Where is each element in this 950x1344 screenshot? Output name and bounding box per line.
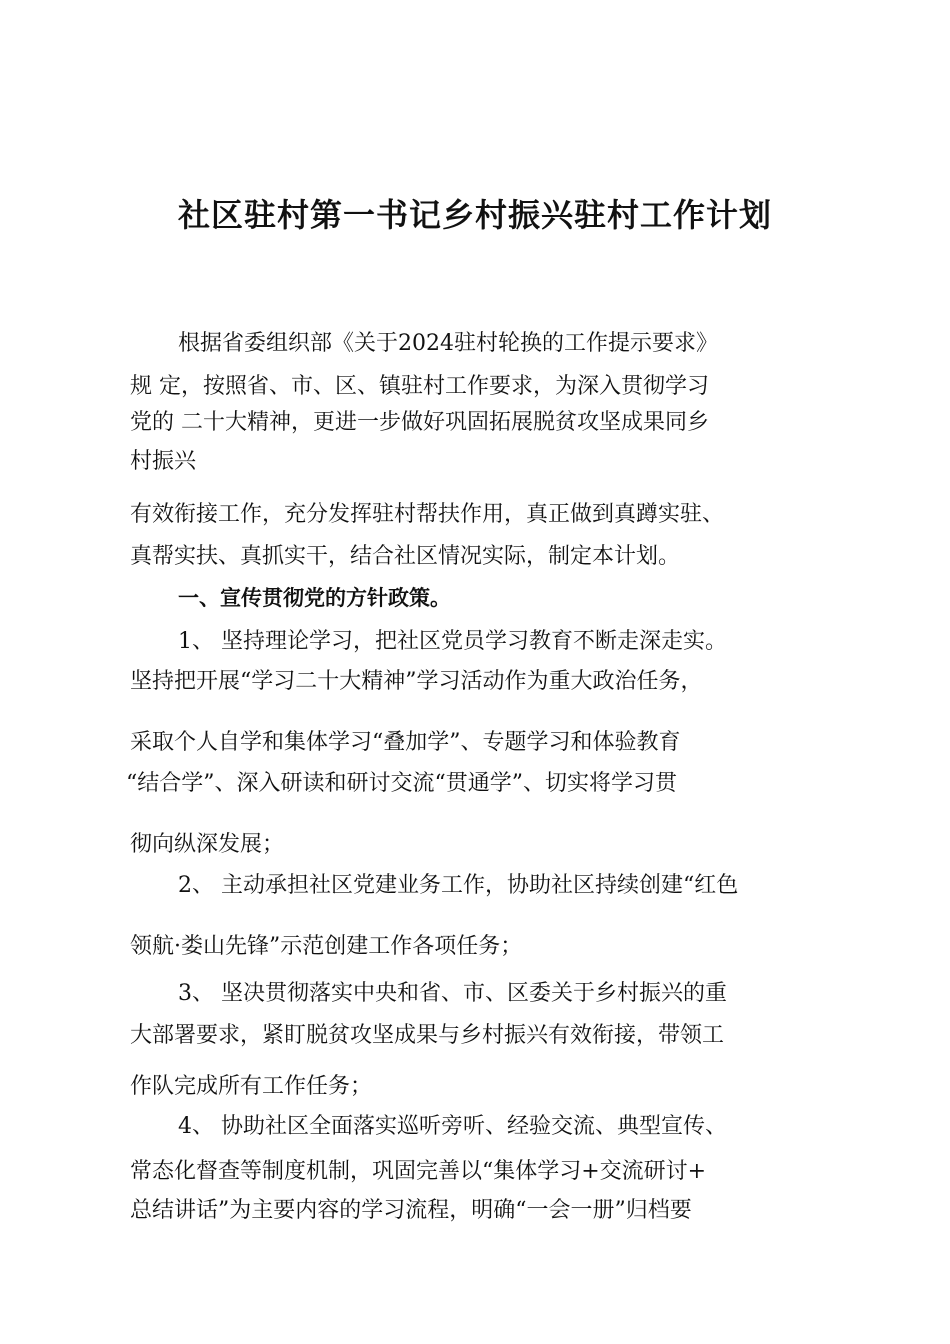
paragraph-line: 3、 坚决贯彻落实中央和省、市、区委关于乡村振兴的重: [178, 981, 727, 1006]
paragraph-line: 1、 坚持理论学习，把社区党员学习教育不断走深走实。: [178, 629, 727, 654]
paragraph-line: 2、 主动承担社区党建业务工作，协助社区持续创建“红色: [178, 873, 739, 898]
paragraph-line: 常态化督查等制度机制，巩固完善以“集体学习+交流研讨+: [130, 1159, 707, 1184]
document-title: 社区驻村第一书记乡村振兴驻村工作计划: [177, 196, 772, 234]
paragraph-line: 大部署要求，紧盯脱贫攻坚成果与乡村振兴有效衔接，带领工: [130, 1023, 725, 1048]
paragraph-line: 采取个人自学和集体学习“叠加学”、专题学习和体验教育: [130, 730, 681, 755]
section-heading: 一、宣传贯彻党的方针政策。: [178, 586, 451, 610]
paragraph-line: 真帮实扶、真抓实干，结合社区情况实际，制定本计划。: [130, 544, 681, 569]
paragraph-line: 领航·娄山先锋”示范创建工作各项任务；: [130, 934, 523, 959]
paragraph-line: 党的 二十大精神，更进一步做好巩固拓展脱贫攻坚成果同乡: [130, 410, 709, 435]
paragraph-line: 坚持把开展“学习二十大精神”学习活动作为重大政治任务，: [130, 669, 703, 694]
paragraph-line: 彻向纵深发展；: [130, 832, 285, 857]
paragraph-line: 作队完成所有工作任务；: [130, 1074, 373, 1099]
paragraph-line: 总结讲话”为主要内容的学习流程，明确“一会一册”归档要: [130, 1198, 692, 1223]
paragraph-line: 有效衔接工作，充分发挥驻村帮扶作用，真正做到真蹲实驻、: [130, 502, 725, 527]
paragraph-line: “结合学”、深入研读和研讨交流“贯通学”、切实将学习贯: [126, 771, 677, 796]
paragraph-line: 规 定，按照省、市、区、镇驻村工作要求，为深入贯彻学习: [130, 374, 709, 399]
paragraph-line: 4、 协助社区全面落实巡听旁听、经验交流、典型宣传、: [178, 1114, 727, 1139]
paragraph-line: 村振兴: [130, 449, 197, 474]
paragraph-line: 根据省委组织部《关于2024驻村轮换的工作提示要求》: [178, 331, 718, 356]
